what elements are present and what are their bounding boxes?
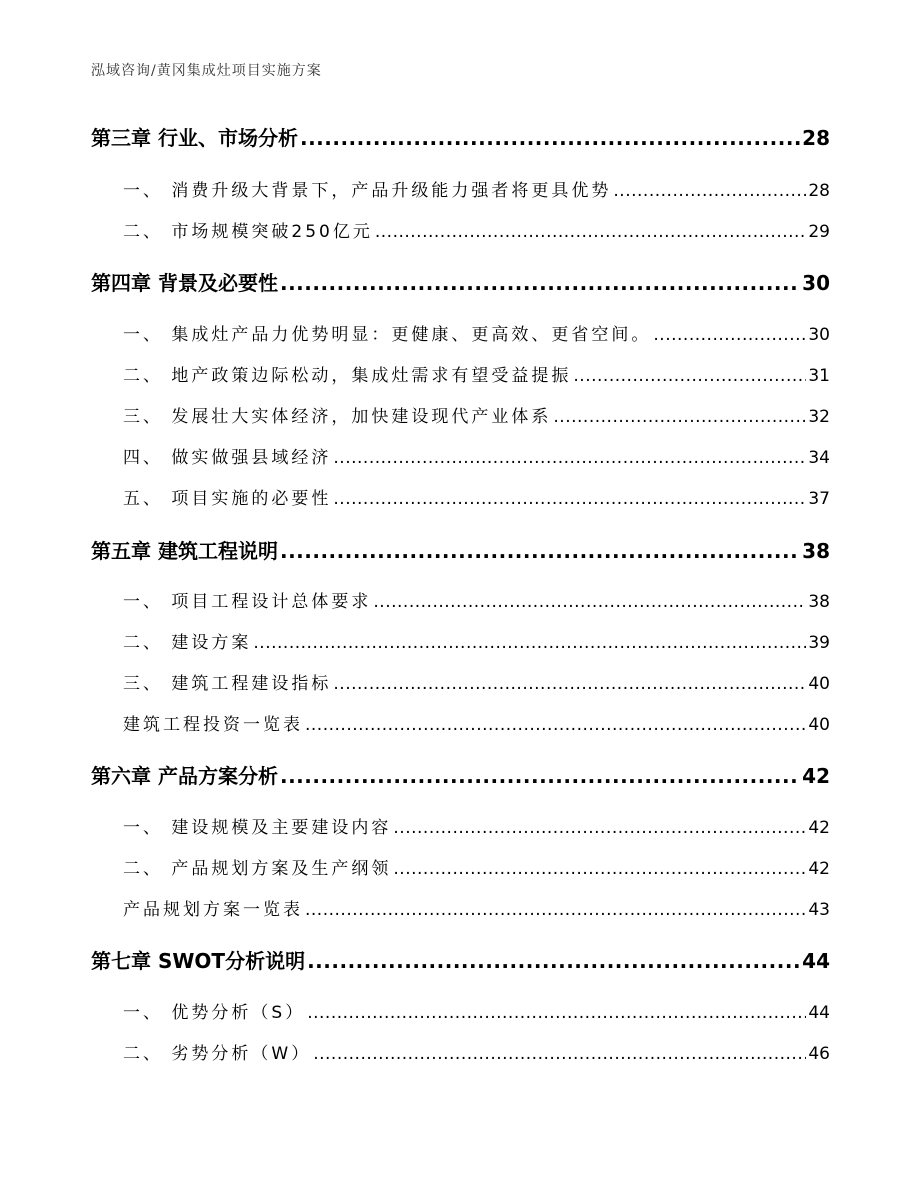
toc-entry-label: 第七章 SWOT分析说明 bbox=[91, 949, 306, 973]
toc-entry-table[interactable] bbox=[123, 895, 830, 920]
toc-entry-section[interactable] bbox=[123, 628, 830, 653]
toc-entry-section[interactable] bbox=[123, 176, 830, 201]
toc-page-number: 31 bbox=[808, 366, 830, 386]
toc-entry-section[interactable] bbox=[123, 854, 830, 879]
toc-entry-section[interactable] bbox=[123, 813, 830, 838]
toc-entry-label: 第三章 行业、市场分析 bbox=[91, 126, 298, 150]
toc-dot-leader bbox=[280, 764, 800, 788]
toc-entry-table[interactable] bbox=[123, 710, 830, 735]
toc-page-number: 42 bbox=[808, 859, 830, 879]
toc-dot-leader bbox=[653, 325, 806, 345]
toc-entry-section[interactable] bbox=[123, 587, 830, 612]
toc-page-number: 32 bbox=[808, 407, 830, 427]
toc-entry-section[interactable] bbox=[123, 484, 830, 509]
toc-entry-section[interactable] bbox=[123, 1039, 830, 1064]
toc-entry-label: 四、 做实做强县域经济 bbox=[123, 448, 332, 468]
toc-dot-leader bbox=[333, 674, 806, 694]
toc-entry-label: 一、 集成灶产品力优势明显：更健康、更高效、更省空间。 bbox=[123, 325, 652, 345]
toc-dot-leader bbox=[300, 126, 800, 150]
toc-entry-section[interactable] bbox=[123, 998, 830, 1023]
toc-entry-section[interactable] bbox=[123, 443, 830, 468]
toc-entry-label: 二、 建设方案 bbox=[123, 633, 252, 653]
toc-dot-leader bbox=[280, 539, 800, 563]
toc-entry-label: 第六章 产品方案分析 bbox=[91, 764, 278, 788]
toc-dot-leader bbox=[393, 818, 806, 838]
toc-page-number: 30 bbox=[808, 325, 830, 345]
toc-dot-leader bbox=[373, 592, 806, 612]
toc-entry-label: 一、 优势分析（S） bbox=[123, 1003, 306, 1023]
toc-dot-leader bbox=[280, 271, 800, 295]
toc-dot-leader bbox=[333, 448, 806, 468]
toc-entry-label: 二、 市场规模突破250亿元 bbox=[123, 222, 373, 242]
toc-entry-label: 五、 项目实施的必要性 bbox=[123, 489, 332, 509]
toc-entry-label: 三、 建筑工程建设指标 bbox=[123, 674, 332, 694]
toc-entry-section[interactable] bbox=[123, 402, 830, 427]
toc-entry-chapter-5[interactable] bbox=[91, 535, 830, 564]
toc-entry-chapter-4[interactable] bbox=[91, 267, 830, 296]
toc-entry-label: 一、 消费升级大背景下，产品升级能力强者将更具优势 bbox=[123, 181, 612, 201]
toc-entry-label: 一、 建设规模及主要建设内容 bbox=[123, 818, 392, 838]
toc-entry-label: 产品规划方案一览表 bbox=[123, 900, 303, 920]
toc-entry-label: 二、 产品规划方案及生产纲领 bbox=[123, 859, 392, 879]
toc-entry-label: 三、 发展壮大实体经济，加快建设现代产业体系 bbox=[123, 407, 552, 427]
toc-dot-leader bbox=[307, 1003, 806, 1023]
toc-entry-section[interactable] bbox=[123, 217, 830, 242]
toc-entry-section[interactable] bbox=[123, 669, 830, 694]
toc-dot-leader bbox=[333, 489, 806, 509]
toc-dot-leader bbox=[573, 366, 806, 386]
toc-entry-chapter-3[interactable] bbox=[91, 122, 830, 151]
toc-page-number: 30 bbox=[802, 271, 830, 295]
toc-entry-label: 一、 项目工程设计总体要求 bbox=[123, 592, 372, 612]
toc-dot-leader bbox=[613, 181, 806, 201]
toc-entry-section[interactable] bbox=[123, 361, 830, 386]
toc-dot-leader bbox=[307, 949, 800, 973]
toc-entry-label: 二、 劣势分析（W） bbox=[123, 1044, 312, 1064]
toc-page-number: 43 bbox=[808, 900, 830, 920]
toc-entry-chapter-7[interactable] bbox=[91, 945, 830, 974]
toc-entry-label: 建筑工程投资一览表 bbox=[123, 715, 303, 735]
toc-page-number: 37 bbox=[808, 489, 830, 509]
toc-page-number: 40 bbox=[808, 674, 830, 694]
toc-dot-leader bbox=[305, 715, 806, 735]
toc-page-number: 29 bbox=[808, 222, 830, 242]
toc-entry-label: 第四章 背景及必要性 bbox=[91, 271, 278, 295]
toc-page-number: 28 bbox=[802, 126, 830, 150]
toc-dot-leader bbox=[375, 222, 807, 242]
toc-page-number: 42 bbox=[802, 764, 830, 788]
toc-page-number: 44 bbox=[808, 1003, 830, 1023]
toc-entry-label: 二、 地产政策边际松动，集成灶需求有望受益提振 bbox=[123, 366, 572, 386]
toc-page-number: 44 bbox=[802, 949, 830, 973]
toc-dot-leader bbox=[313, 1044, 806, 1064]
toc-entry-label: 第五章 建筑工程说明 bbox=[91, 539, 278, 563]
toc-page-number: 38 bbox=[802, 539, 830, 563]
toc-entry-chapter-6[interactable] bbox=[91, 760, 830, 789]
toc-dot-leader bbox=[305, 900, 806, 920]
toc-page-number: 28 bbox=[808, 181, 830, 201]
toc-page-number: 42 bbox=[808, 818, 830, 838]
toc-page-number: 38 bbox=[808, 592, 830, 612]
toc-page-number: 34 bbox=[808, 448, 830, 468]
toc-entry-section[interactable] bbox=[123, 320, 830, 345]
toc-page-number: 40 bbox=[808, 715, 830, 735]
toc-dot-leader bbox=[553, 407, 806, 427]
toc-page-number: 46 bbox=[808, 1044, 830, 1064]
page-header: 泓域咨询/黄冈集成灶项目实施方案 bbox=[91, 63, 322, 79]
toc-dot-leader bbox=[393, 859, 806, 879]
toc-page-number: 39 bbox=[808, 633, 830, 653]
toc-dot-leader bbox=[253, 633, 806, 653]
